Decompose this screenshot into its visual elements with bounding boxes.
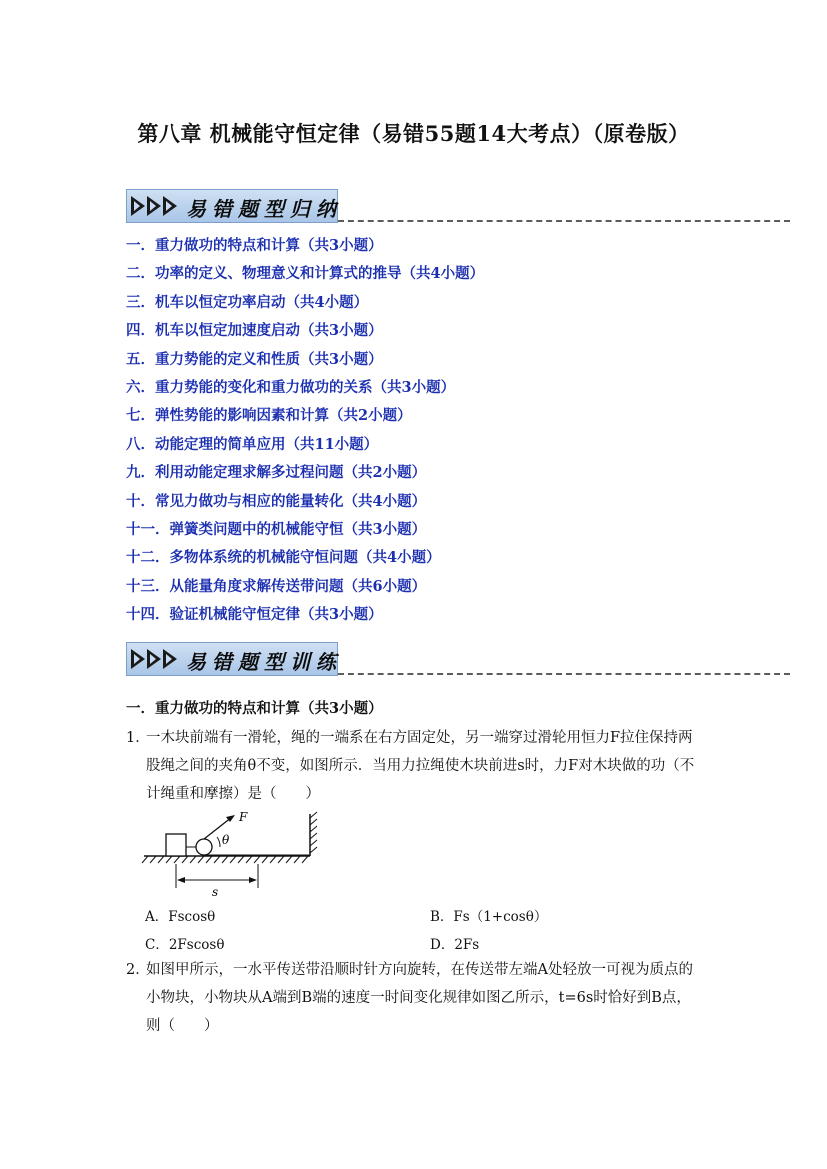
question-1 [126,724,694,808]
angle-label: θ [222,833,230,847]
force-label: F [239,810,248,824]
question-number: 1． [126,730,150,746]
pulley-block-diagram [140,806,330,898]
question-number: 2． [126,962,150,978]
training-banner [126,642,790,678]
toc-item[interactable]: 十一．弹簧类问题中的机械能守恒（共3小题） [126,520,427,538]
question-2 [126,956,693,1040]
question-text-line: 则（ ） [146,1018,219,1034]
question-text-line: 一木块前端有一滑轮，绳的一端系在右方固定处，另一端穿过滑轮用恒力F拉住保持两 [146,730,693,746]
page-title: 第八章 机械能守恒定律（易错55题14大考点）（原卷版） [137,121,690,146]
toc-item[interactable]: 七．弹性势能的影响因素和计算（共2小题） [126,407,412,425]
toc-item[interactable]: 九．利用动能定理求解多过程问题（共2小题） [126,464,427,482]
question-text-line: 股绳之间的夹角θ不变，如图所示．当用力拉绳使木块前进s时，力F对木块做的功（不 [146,758,695,774]
toc-item[interactable]: 十三．从能量角度求解传送带问题（共6小题） [126,577,427,595]
toc-item[interactable]: 十四．验证机械能守恒定律（共3小题） [126,606,383,624]
triple-arrow-icon [130,648,180,670]
question-text-line: 计绳重和摩擦）是（ ） [146,786,320,802]
distance-label: s [212,885,219,898]
question-text-line: 小物块，小物块从A端到B端的速度一时间变化规律如图乙所示，t=6s时恰好到B点， [146,990,691,1006]
dashed-divider [338,673,790,675]
option-d[interactable]: D．2Fs [430,937,480,953]
toc-item[interactable]: 三．机车以恒定功率启动（共4小题） [126,293,369,311]
training-banner-label: 易错题型训练 [186,650,342,674]
summary-banner [126,189,790,225]
toc-item[interactable]: 一．重力做功的特点和计算（共3小题） [126,237,383,254]
toc-item[interactable]: 二．功率的定义、物理意义和计算式的推导（共4小题） [126,265,485,283]
option-a[interactable]: A．Fscosθ [145,909,216,925]
toc-item[interactable]: 五．重力势能的定义和性质（共3小题） [126,350,383,368]
toc-item[interactable]: 六．重力势能的变化和重力做功的关系（共3小题） [126,378,456,396]
dashed-divider [338,220,790,222]
summary-banner-label: 易错题型归纳 [186,197,342,221]
toc-item[interactable]: 八．动能定理的简单应用（共11小题） [126,435,379,453]
toc-item[interactable]: 十二．多物体系统的机械能守恒问题（共4小题） [126,549,441,567]
section-heading: 一．重力做功的特点和计算（共3小题） [126,700,383,717]
question-text-line: 如图甲所示，一水平传送带沿顺时针方向旋转，在传送带左端A处轻放一可视为质点的 [146,962,693,978]
option-c[interactable]: C．2Fscosθ [145,937,225,953]
toc-item[interactable]: 十．常见力做功与相应的能量转化（共4小题） [126,492,427,510]
toc-item[interactable]: 四．机车以恒定加速度启动（共3小题） [126,322,383,340]
triple-arrow-icon [130,195,180,217]
option-b[interactable]: B．Fs（1+cosθ） [430,909,548,925]
topic-list [126,236,484,633]
